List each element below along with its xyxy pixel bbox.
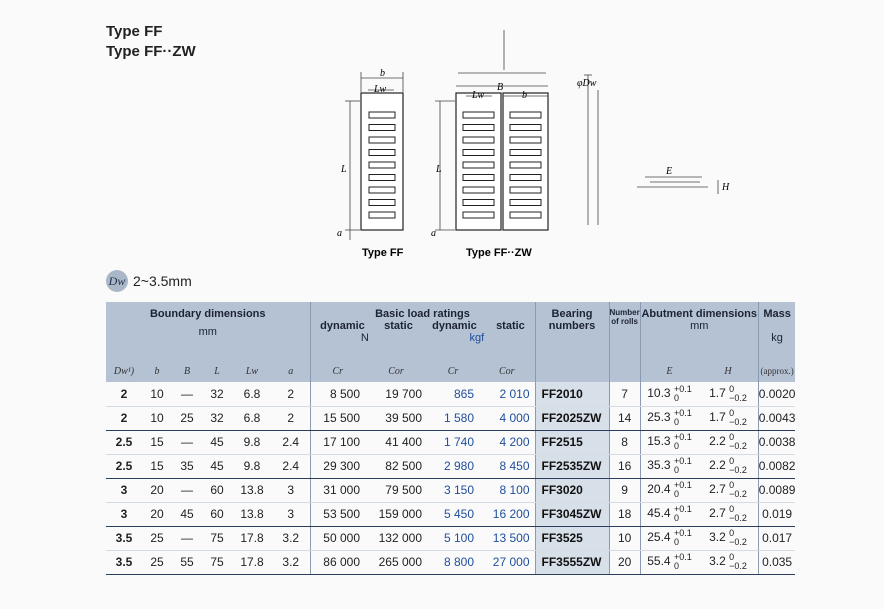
cell-b: 10 [142,406,172,430]
roller [369,162,395,168]
cell-dw: 3.5 [106,526,142,550]
cell-cork: 2 010 [479,382,535,406]
symbol-cell: Lw [232,360,272,382]
symbol-cell: Cr [310,360,365,382]
label-e: E [666,166,673,177]
cell-cr: 53 500 [310,502,365,526]
cell-h: 3.2 0 −0.2 [698,550,758,574]
roller [369,150,395,156]
symbol-cell [609,360,640,382]
cell-rolls: 14 [609,406,640,430]
cell-e: 10.3 +0.1 0 [640,382,698,406]
cell-e: 35.3 +0.1 0 [640,454,698,478]
symbol-row [106,360,795,382]
cell-mass: 0.035 [758,550,795,574]
roller [510,125,541,131]
cell-crk: 3 150 [427,478,479,502]
cell-num: FF3525 [535,526,609,550]
cell-h: 2.7 0 −0.2 [698,502,758,526]
roller [510,150,541,156]
header-boundary: Boundary dimensions mm [106,302,310,360]
cell-num: FF2010 [535,382,609,406]
cell-e: 20.4 +0.1 0 [640,478,698,502]
dw-range-text: 2~3.5mm [133,273,192,289]
label-lw-zw: Lw [472,90,485,101]
roller [510,112,541,118]
label-l-zw: L [436,164,442,175]
roller [369,187,395,193]
symbol-cell: H [698,360,758,382]
cell-lw: 13.8 [232,502,272,526]
roller [463,162,494,168]
label-b-zw: b [522,90,527,101]
cell-crk: 1 740 [427,430,479,454]
cell-mass: 0.0043 [758,406,795,430]
cell-b: 15 [142,430,172,454]
cell-b: — [172,478,202,502]
cell-b: — [172,382,202,406]
label-a-zw: a [431,228,436,239]
cell-h: 2.7 0 −0.2 [698,478,758,502]
dimension-table [106,302,795,575]
cell-a: 3 [272,502,310,526]
cell-cr: 17 100 [310,430,365,454]
cell-crk: 8 800 [427,550,479,574]
dw-badge: Dw [106,270,128,292]
cell-rolls: 9 [609,478,640,502]
bearing-drawings [0,0,884,265]
roller [369,200,395,206]
cell-dw: 2.5 [106,430,142,454]
cell-e: 25.3 +0.1 0 [640,406,698,430]
cell-dw: 2.5 [106,454,142,478]
table-row [106,382,795,406]
cell-rolls: 16 [609,454,640,478]
table-row [106,502,795,526]
cell-cr: 8 500 [310,382,365,406]
roller [510,162,541,168]
cell-rolls: 8 [609,430,640,454]
table-row [106,550,795,574]
label-h: H [722,182,730,193]
roller [463,187,494,193]
cell-l: 45 [202,454,232,478]
cell-a: 3 [272,478,310,502]
symbol-cell: B [172,360,202,382]
cell-a: 2 [272,382,310,406]
table-row [106,406,795,430]
caption-type-ff-zw: Type FF··ZW [466,247,532,259]
roller [510,137,541,143]
cell-cork: 4 000 [479,406,535,430]
cell-num: FF3020 [535,478,609,502]
cell-b: 20 [142,478,172,502]
cell-e: 45.4 +0.1 0 [640,502,698,526]
cell-lw: 9.8 [232,430,272,454]
cell-rolls: 20 [609,550,640,574]
roller [369,212,395,218]
symbol-cell: Dw¹) [106,360,142,382]
roller [463,137,494,143]
roller [510,187,541,193]
cell-cr: 86 000 [310,550,365,574]
roller [463,200,494,206]
table-row [106,454,795,478]
cell-b: 25 [142,550,172,574]
cell-lw: 9.8 [232,454,272,478]
caption-type-ff: Type FF [362,247,404,259]
cell-crk: 865 [427,382,479,406]
header-basic-load: Basic load ratings dynamic static dynamic static N kgf [310,302,535,360]
roller [369,137,395,143]
cell-cor: 82 500 [365,454,427,478]
label-phi-dw: φDw [577,78,597,89]
cell-a: 3.2 [272,526,310,550]
title-type-ff-zw: Type FF··ZW [106,43,196,60]
table-row [106,526,795,550]
cell-mass: 0.017 [758,526,795,550]
cell-mass: 0.019 [758,502,795,526]
cell-l: 75 [202,550,232,574]
cell-dw: 2 [106,406,142,430]
cell-crk: 5 450 [427,502,479,526]
cell-crk: 5 100 [427,526,479,550]
cell-b: 55 [172,550,202,574]
cell-cor: 79 500 [365,478,427,502]
cell-l: 60 [202,502,232,526]
cell-l: 45 [202,430,232,454]
cell-cor: 19 700 [365,382,427,406]
cell-dw: 3 [106,478,142,502]
header-mass: Mass kg [758,302,795,360]
cell-rolls: 18 [609,502,640,526]
cell-b: 25 [142,526,172,550]
table-row [106,430,795,454]
header-bearing-numbers: Bearing numbers [535,302,609,360]
cell-h: 1.7 0 −0.2 [698,406,758,430]
cell-e: 55.4 +0.1 0 [640,550,698,574]
cell-cor: 41 400 [365,430,427,454]
cell-h: 1.7 0 −0.2 [698,382,758,406]
cell-dw: 2 [106,382,142,406]
cell-b: — [172,526,202,550]
symbol-cell: (approx.) [758,360,795,382]
table-body [106,382,795,574]
cell-b: 35 [172,454,202,478]
cell-num: FF2535ZW [535,454,609,478]
dw-range [106,270,192,292]
label-l: L [341,164,347,175]
cell-a: 2.4 [272,430,310,454]
roller [463,112,494,118]
cell-cork: 4 200 [479,430,535,454]
cell-h: 2.2 0 −0.2 [698,430,758,454]
header-abutment: Abutment dimensions mm [640,302,758,360]
cell-num: FF3045ZW [535,502,609,526]
cell-crk: 1 580 [427,406,479,430]
cell-cork: 16 200 [479,502,535,526]
symbol-cell: E [640,360,698,382]
cell-cr: 29 300 [310,454,365,478]
cell-num: FF3555ZW [535,550,609,574]
title-type-ff: Type FF [106,23,163,40]
cell-cor: 159 000 [365,502,427,526]
cell-a: 3.2 [272,550,310,574]
symbol-cell: Cor [479,360,535,382]
cell-dw: 3.5 [106,550,142,574]
cell-b: 15 [142,454,172,478]
table-row [106,478,795,502]
cell-a: 2.4 [272,454,310,478]
roller [369,112,395,118]
cell-mass: 0.0082 [758,454,795,478]
cell-lw: 6.8 [232,406,272,430]
cell-crk: 2 980 [427,454,479,478]
label-a: a [337,228,342,239]
cell-lw: 13.8 [232,478,272,502]
cell-b: 25 [172,406,202,430]
roller [463,125,494,131]
symbol-cell: Cor [365,360,427,382]
roller [463,150,494,156]
cell-mass: 0.0020 [758,382,795,406]
cell-lw: 6.8 [232,382,272,406]
cell-dw: 3 [106,502,142,526]
roller [463,212,494,218]
cell-b: 45 [172,502,202,526]
cell-cork: 8 450 [479,454,535,478]
cell-num: FF2025ZW [535,406,609,430]
cell-lw: 17.8 [232,526,272,550]
cell-e: 25.4 +0.1 0 [640,526,698,550]
roller [510,200,541,206]
cell-cor: 39 500 [365,406,427,430]
cell-l: 32 [202,382,232,406]
cell-mass: 0.0038 [758,430,795,454]
symbol-cell: b [142,360,172,382]
cell-cor: 132 000 [365,526,427,550]
cell-b: 10 [142,382,172,406]
roller [510,175,541,181]
roller [369,175,395,181]
label-lw: Lw [374,84,387,95]
cell-num: FF2515 [535,430,609,454]
cell-mass: 0.0089 [758,478,795,502]
cell-cork: 13 500 [479,526,535,550]
cell-l: 32 [202,406,232,430]
cell-l: 75 [202,526,232,550]
cell-h: 2.2 0 −0.2 [698,454,758,478]
header-number-rolls: Number of rolls [609,302,640,360]
label-big-b: B [497,82,504,93]
symbol-cell [535,360,609,382]
roller [463,175,494,181]
cell-cr: 50 000 [310,526,365,550]
roller [369,125,395,131]
cell-b: — [172,430,202,454]
cell-h: 3.2 0 −0.2 [698,526,758,550]
roller [510,212,541,218]
cell-cork: 8 100 [479,478,535,502]
cell-cr: 15 500 [310,406,365,430]
symbol-cell: Cr [427,360,479,382]
cell-rolls: 7 [609,382,640,406]
cell-rolls: 10 [609,526,640,550]
symbol-cell: L [202,360,232,382]
cell-e: 15.3 +0.1 0 [640,430,698,454]
cell-lw: 17.8 [232,550,272,574]
cell-cr: 31 000 [310,478,365,502]
cell-a: 2 [272,406,310,430]
cell-cor: 265 000 [365,550,427,574]
cell-cork: 27 000 [479,550,535,574]
cell-l: 60 [202,478,232,502]
symbol-cell: a [272,360,310,382]
label-b: b [380,68,385,79]
cell-b: 20 [142,502,172,526]
